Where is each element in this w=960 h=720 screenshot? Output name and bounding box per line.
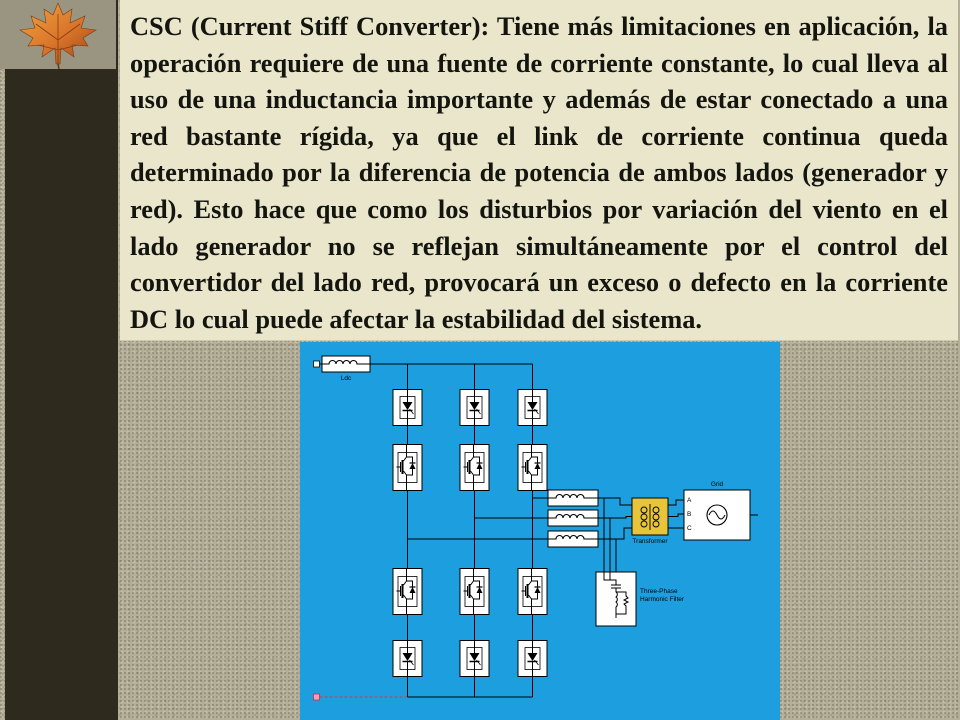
left-dark-strip xyxy=(5,0,118,720)
dc-inductor-block xyxy=(320,356,371,372)
igbt-upper-1 xyxy=(393,444,422,491)
paragraph-line: uso de una inductancia importante y además de estar conectado a una xyxy=(130,84,948,115)
paragraph-line: operación requiere de una fuente de corriente constante, lo cual lleva al xyxy=(130,47,948,78)
igbt-lower-3 xyxy=(518,568,547,615)
thyristor-upper-1 xyxy=(393,389,422,426)
igbt-lower-2 xyxy=(460,568,489,615)
thyristor-lower-3 xyxy=(518,640,547,677)
grid-source-block xyxy=(684,490,750,540)
paragraph-line: red bastante rígida, ya que el link de corriente continua queda xyxy=(130,120,948,151)
paragraph-line: lado generador no se reflejan simultáneamente por el control del xyxy=(130,230,948,261)
converter-circuit-diagram xyxy=(300,342,780,720)
transformer-block xyxy=(632,498,668,535)
igbt-lower-1 xyxy=(393,568,422,615)
grid-port-label: B xyxy=(687,511,692,518)
inductor-label: Ldc xyxy=(340,375,352,382)
harmonic-filter-block xyxy=(596,572,636,626)
paragraph-line: red). Esto hace que como los disturbios por variación del viento en el xyxy=(130,193,948,224)
input-port-bottom xyxy=(314,694,320,700)
grid-port-label: A xyxy=(687,497,692,504)
thyristor-lower-2 xyxy=(460,640,489,677)
thyristor-lower-1 xyxy=(393,640,422,677)
autumn-leaf-icon xyxy=(0,0,116,69)
input-port-top xyxy=(314,361,320,367)
igbt-upper-3 xyxy=(518,444,547,491)
thyristor-upper-3 xyxy=(518,389,547,426)
thyristor-upper-2 xyxy=(460,389,489,426)
paragraph-line: CSC (Current Stiff Converter): Tiene más limitaciones en aplicación, la xyxy=(130,11,948,41)
paragraph-line: DC lo cual puede afectar la estabilidad del sistema. xyxy=(130,303,703,334)
circuit-schematic xyxy=(300,342,780,720)
filter-label: Three-Phase xyxy=(640,588,678,595)
paragraph-line: determinado por la diferencia de potencia de ambos lados (generador y xyxy=(130,157,948,188)
grid-label: Grid xyxy=(710,481,724,488)
grid-port-label: C xyxy=(687,525,692,532)
transformer-label: Transformer xyxy=(632,538,668,545)
igbt-upper-2 xyxy=(460,444,489,491)
text-box xyxy=(120,0,958,341)
line-inductors-block xyxy=(548,490,598,547)
paragraph-line: convertidor del lado red, provocará un exceso o defecto en la corriente xyxy=(130,267,948,298)
filter-label: Harmonic Filter xyxy=(640,596,685,603)
